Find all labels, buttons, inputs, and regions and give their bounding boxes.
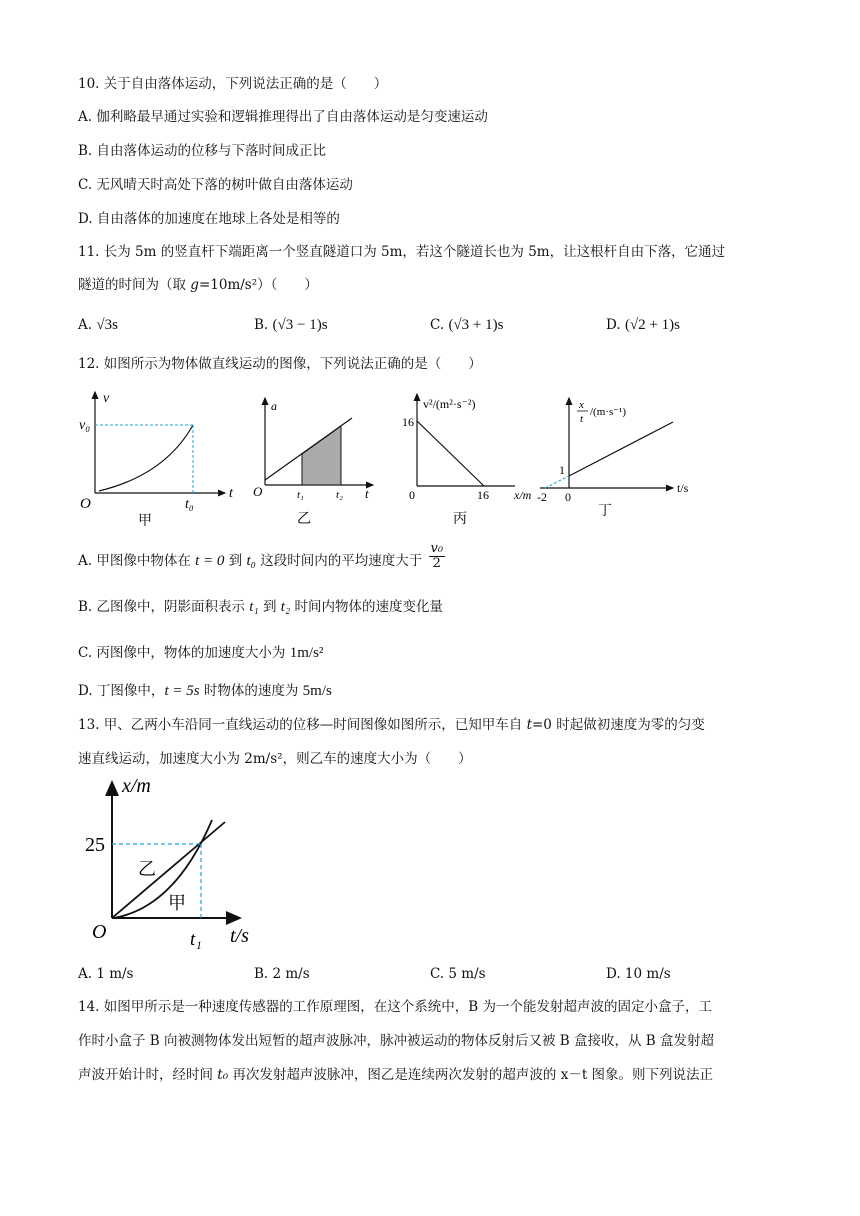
q13-origin: O <box>92 921 107 943</box>
jia-y-tick: v₀ <box>79 418 91 433</box>
graph-jia <box>79 391 234 529</box>
q11-stem-line2: 隧道的时间为（取 g=10m/s²）（ ） <box>78 277 318 293</box>
ding-y-tick: 1 <box>559 463 565 477</box>
q13-y-tick: 25 <box>85 834 105 856</box>
q10-option-b: B. 自由落体运动的位移与下落时间成正比 <box>78 143 327 159</box>
q12-option-b: B. 乙图像中，阴影面积表示 t₁ 到 t₂ 时间内物体的速度变化量 <box>78 599 443 615</box>
graph-bing <box>402 394 532 527</box>
graph-ding <box>537 398 689 519</box>
ding-x-tick-neg: -2 <box>537 490 547 504</box>
q13-option-a: A. 1 m/s <box>78 966 134 982</box>
q10-stem: 10. 关于自由落体运动，下列说法正确的是（ ） <box>78 76 388 92</box>
q11-option-d: D. (√2 + 1)s <box>606 317 680 333</box>
yi-x-label: t <box>365 486 369 501</box>
yi-origin: O <box>253 484 263 499</box>
bing-y-label: v²/(m²·s⁻²) <box>423 397 476 411</box>
q13-graph <box>80 772 270 952</box>
q14-line2: 作时小盒子 B 向被测物体发出短暂的超声波脉冲，脉冲被运动的物体反射后又被 B 盒接收，从 B 盒发射超 <box>78 1033 715 1049</box>
yi-y-label: a <box>271 399 277 413</box>
q13-stem-line1: 13. 甲、乙两小车沿同一直线运动的位移—时间图像如图所示，已知甲车自 t=0 时起做初速度为零的匀变 <box>78 717 705 733</box>
q13-option-c: C. 5 m/s <box>430 966 486 982</box>
q14-line1: 14. 如图甲所示是一种速度传感器的工作原理图，在这个系统中，B 为一个能发射超声波的固定小盒子，工 <box>78 999 712 1015</box>
yi-x-tick1: t₁ <box>297 489 304 501</box>
ding-y-unit: /(m·s⁻¹) <box>590 406 626 418</box>
yi-caption: 乙 <box>297 512 311 527</box>
ding-origin: 0 <box>565 490 571 504</box>
q13-x-label: t/s <box>230 925 249 947</box>
ding-caption: 丁 <box>598 504 612 519</box>
jia-y-label: v <box>103 391 110 406</box>
q13-option-b: B. 2 m/s <box>254 966 310 982</box>
bing-x-tick: 16 <box>477 488 489 502</box>
q12-graphs <box>75 380 715 530</box>
q10-option-a: A. 伽利略最早通过实验和逻辑推理得出了自由落体运动是匀变速运动 <box>78 109 488 125</box>
graph-yi <box>253 398 373 527</box>
q13-option-d: D. 10 m/s <box>606 966 671 982</box>
jia-x-tick: t₀ <box>185 497 194 512</box>
q13-stem-line2: 速直线运动，加速度大小为 2m/s²，则乙车的速度大小为（ ） <box>78 751 472 767</box>
q10-option-d: D. 自由落体的加速度在地球上各处是相等的 <box>78 211 340 227</box>
q12-stem: 12. 如图所示为物体做直线运动的图像，下列说法正确的是（ ） <box>78 356 482 372</box>
q13-x-tick: t₁ <box>190 929 202 950</box>
yi-x-tick2: t₂ <box>336 489 343 501</box>
bing-caption: 丙 <box>453 512 467 527</box>
jia-caption: 甲 <box>138 514 152 529</box>
q11-stem-line1: 11. 长为 5m 的竖直杆下端距离一个竖直隧道口为 5m，若这个隧道长也为 5m，让这根杆自由下落，它通过 <box>78 244 726 260</box>
q13-y-label: x/m <box>122 775 151 797</box>
jia-x-label: t <box>229 486 233 501</box>
q14-line3: 声波开始计时，经时间 t₀ 再次发射超声波脉冲，图乙是连续两次发射的超声波的 x－t 图象。则下列说法正 <box>78 1067 714 1083</box>
q12-option-a: A. 甲图像中物体在 t = 0 到 t₀ 这段时间内的平均速度大于 $\frac{\text{v₀}}{2}$ <box>78 541 444 571</box>
ding-y-den: t <box>580 413 584 425</box>
bing-x-label: x/m <box>514 488 532 502</box>
jia-origin: O <box>80 496 91 512</box>
bing-origin: 0 <box>409 488 415 502</box>
ding-y-num: x <box>579 399 584 411</box>
ding-x-label: t/s <box>677 481 689 495</box>
bing-y-tick: 16 <box>402 415 414 429</box>
q11-option-c: C. (√3 + 1)s <box>430 317 504 333</box>
q12-option-d: D. 丁图像中，t = 5s 时物体的速度为 5m/s <box>78 683 332 699</box>
q11-option-a: A. √3s <box>78 317 118 333</box>
q11-option-b: B. (√3 − 1)s <box>254 317 328 333</box>
q10-option-c: C. 无风晴天时高处下落的树叶做自由落体运动 <box>78 177 353 193</box>
q13-curve-label-yi: 乙 <box>138 859 156 879</box>
q12-option-c: C. 丙图像中，物体的加速度大小为 1m/s² <box>78 645 324 661</box>
q13-curve-label-jia: 甲 <box>168 893 186 913</box>
